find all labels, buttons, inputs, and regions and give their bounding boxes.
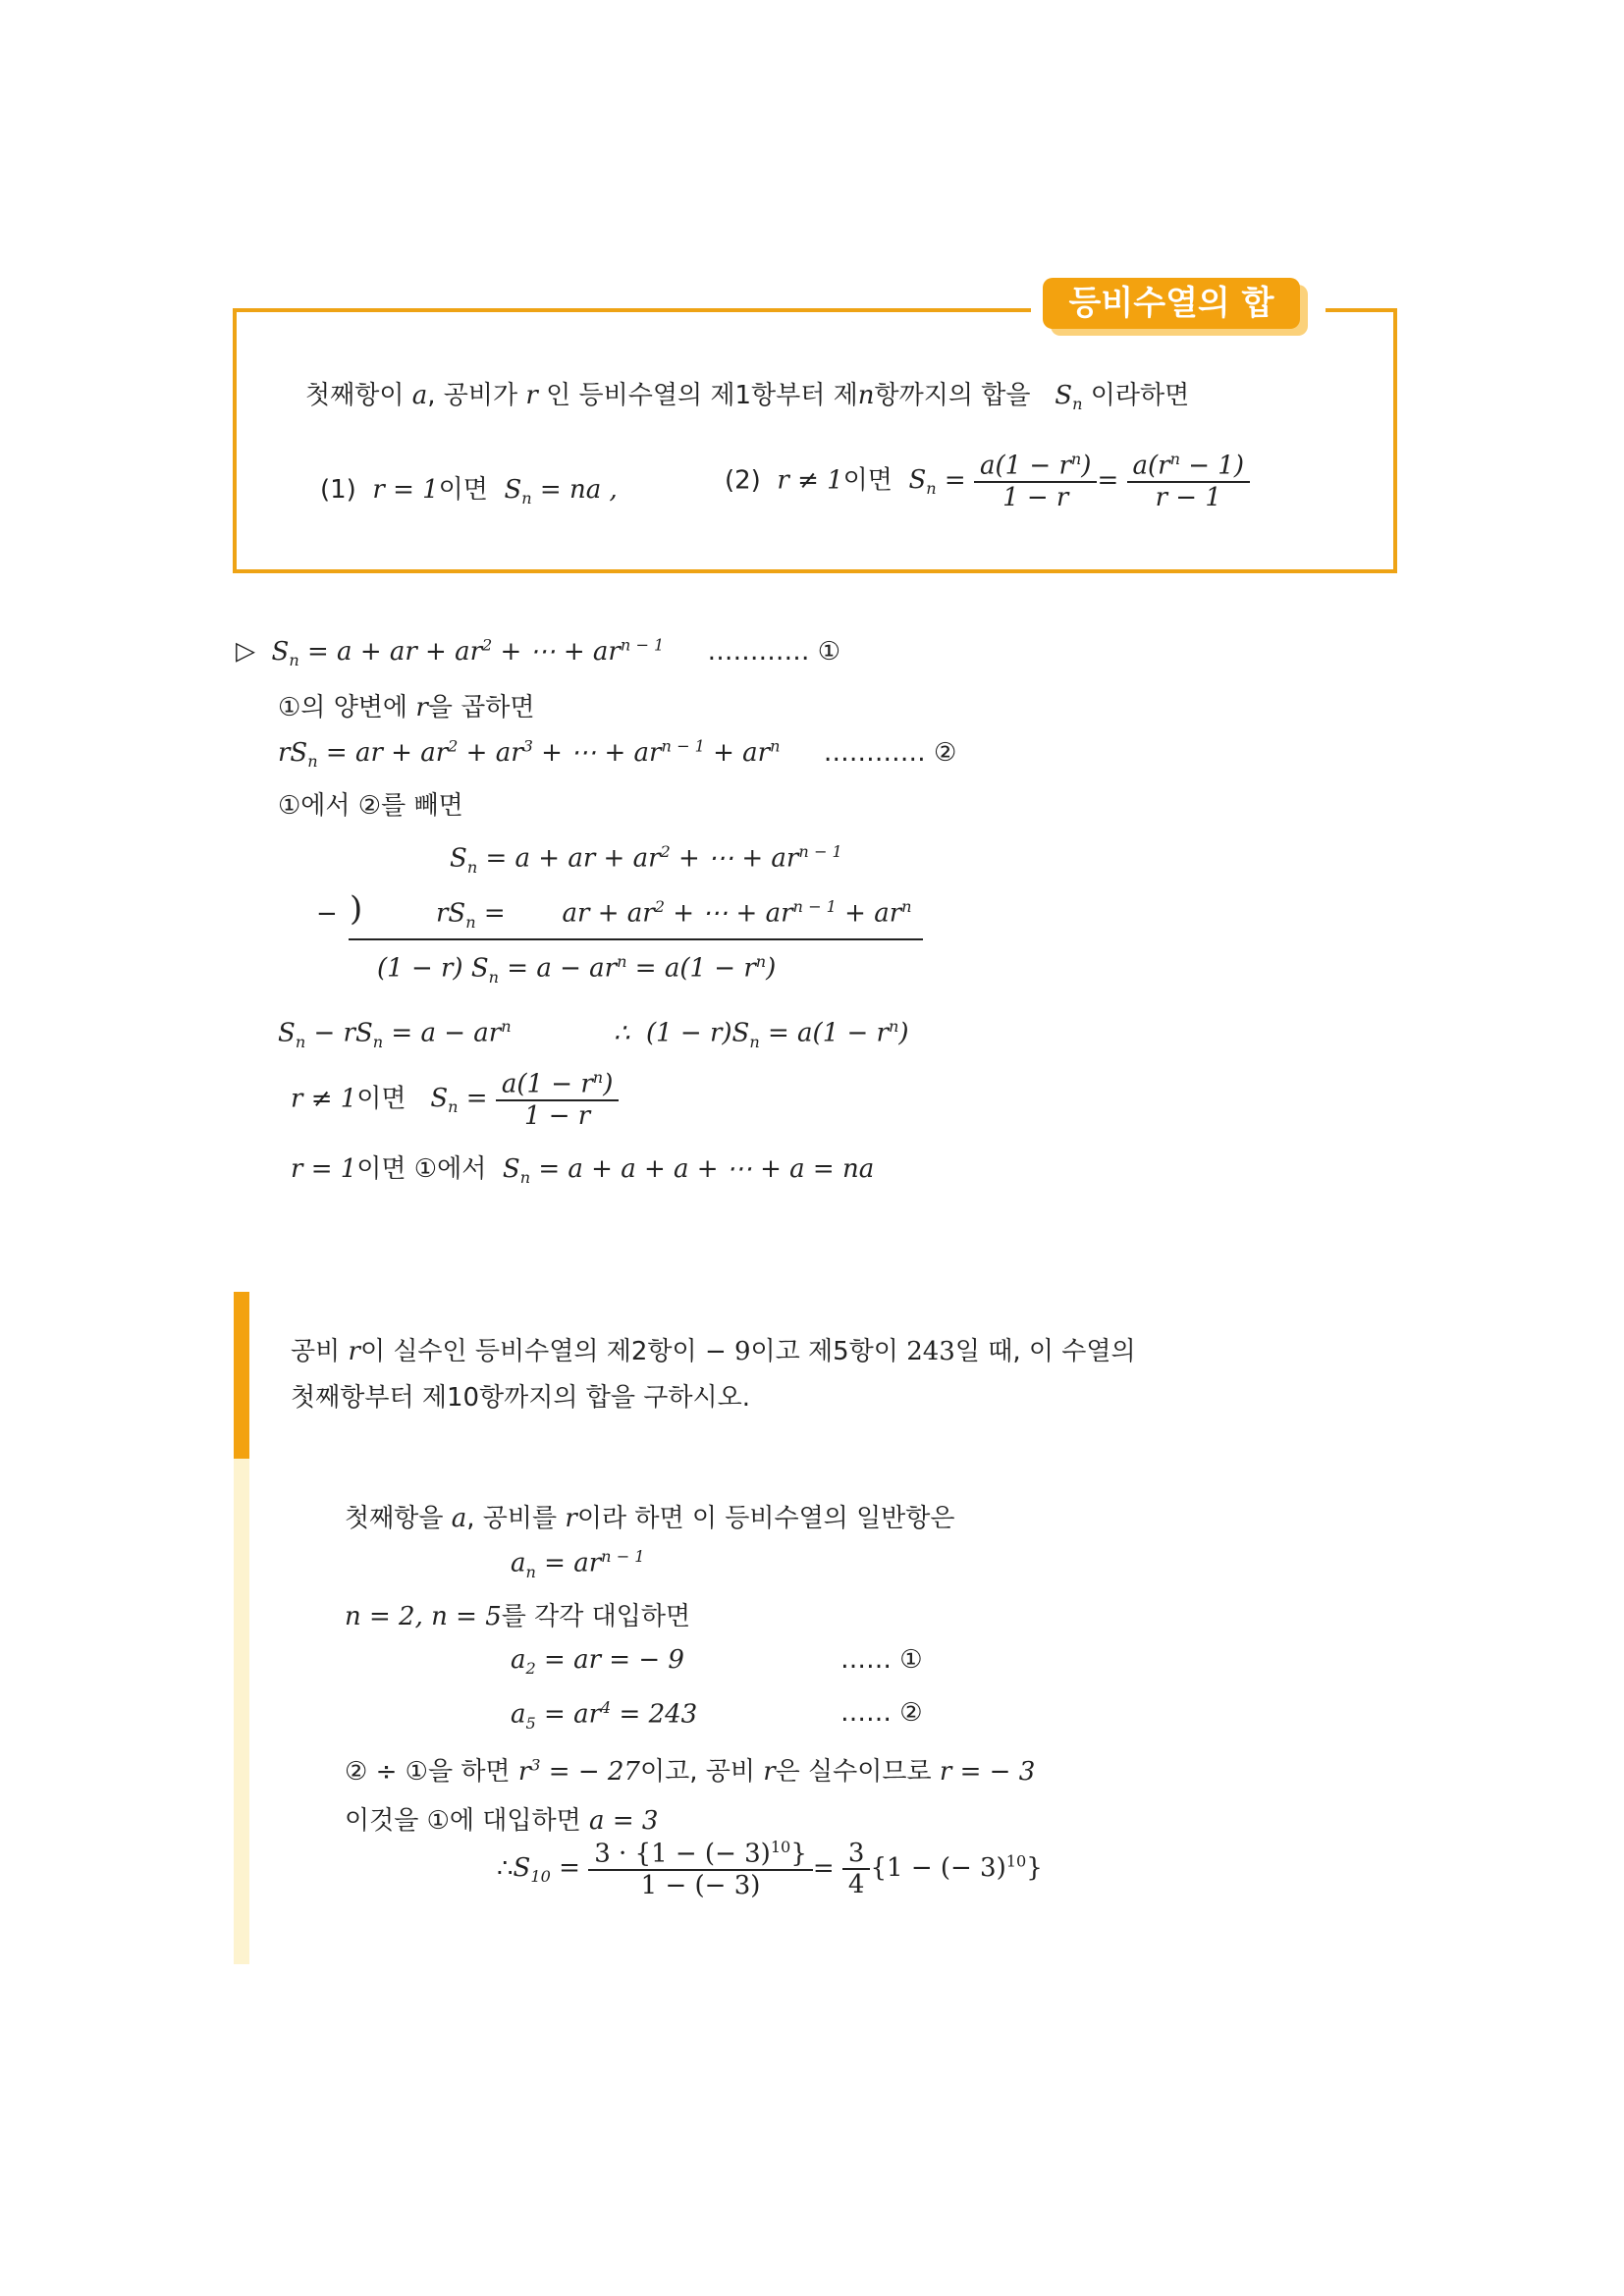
example-bar xyxy=(234,1292,249,1459)
subtraction-bottom: $rS_n$ = ar + $ar^2$ + ⋯ + $ar^{n - 1} + ar^n$ xyxy=(436,897,912,932)
proof-marker: ▷ xyxy=(236,636,255,667)
solution-line-1: 첫째항을 a, 공비를 r이라 하면 이 등비수열의 일반항은 xyxy=(345,1504,955,1533)
proof-line-1: ▷ $S_n = a$ + ar + $ar^2$ + ⋯ + $ar^{n - 1}$ ………… ① xyxy=(236,635,841,669)
fraction-1: $\frac{a(1 - r^n)}{1 - r}$ xyxy=(974,450,1097,512)
subtraction-line xyxy=(349,938,923,940)
fraction-5: $\frac{3}{4}$ xyxy=(842,1839,871,1899)
proof-line-7: r = 1이면 ①에서 $S_n = a + a + a$ + ⋯ + a = na xyxy=(291,1154,875,1188)
solution-line-7: 이것을 ①에 대입하면 a = 3 xyxy=(345,1806,659,1836)
problem-line-1: 공비 r이 실수인 등비수열의 제2항이 − 9이고 제5항이 243일 때, 이 수열의 xyxy=(291,1337,1136,1366)
minus-sign: − xyxy=(316,899,338,929)
fraction-4: $\frac{3 \cdot \{1 - (- 3)^{10}\}}{1 - (- 3)}$ xyxy=(588,1838,813,1900)
fraction-3: $\frac{a(1 - r^n)}{1 - r}$ xyxy=(496,1068,619,1131)
subtraction-top: $S_n = a$ + ar + $ar^2$ + ⋯ + $ar^{n - 1}$ xyxy=(450,842,842,877)
solution-line-8: $\therefore S_{10}$ = $\frac{3 \cdot \{1 - (- 3)^{10}\}}{1 - (- 3)}$ = $\frac{3}{4}$ {1 − (− 3)$^{10}$} xyxy=(497,1838,1043,1900)
tag-2: …… ② xyxy=(840,1698,923,1728)
subtraction-bracket: ) xyxy=(350,889,363,929)
definition-intro: 첫째항이 a, 공비가 r 인 등비수열의 제1항부터 제n항까지의 합을 $S_n$ 이라하면 xyxy=(305,381,1190,414)
solution-line-6: ② ÷ ①을 하면 $r^3$ = − 27이고, 공비 r은 실수이므로 r = − 3 xyxy=(345,1755,1036,1787)
definition-case-1: (1) r = 1이면 $S_n$ = na , xyxy=(320,475,618,508)
proof-line-4: ①에서 ②를 빼면 xyxy=(278,791,463,821)
definition-box xyxy=(233,308,1397,573)
proof-line-6: r ≠ 1이면 $S_n$ = $\frac{a(1 - r^n)}{1 - r}$ xyxy=(291,1068,619,1131)
proof-line-3: $rS_n$ = ar + $ar^2 + ar^3$ + ⋯ + $ar^{n - 1} + ar^n$ ………… ② xyxy=(278,736,957,771)
solution-line-5: $a_5 = ar^4 = 243$ xyxy=(511,1698,698,1733)
fraction-2: $\frac{a(r^n - 1)}{r - 1}$ xyxy=(1127,450,1250,512)
solution-bar xyxy=(234,1459,249,1964)
definition-case-2: (2) r ≠ 1이면 $S_n$ = $\frac{a(1 - r^n)}{1 - r}$ = $\frac{a(r^n - 1)}{r - 1}$ xyxy=(725,450,1250,512)
solution-line-4: $a_2$ = ar = − 9 xyxy=(511,1645,684,1679)
proof-line-5: $S_n - rS_n = a - ar^n$ ∴ $(1 - r)S_n = a(1 - r^n)$ xyxy=(278,1017,909,1051)
solution-line-3: n = 2, n = 5를 각각 대입하면 xyxy=(345,1602,691,1631)
section-title: 등비수열의 합 xyxy=(1043,278,1300,329)
tag-1: …… ① xyxy=(840,1645,923,1675)
solution-line-2: $a_n = ar^{n - 1}$ xyxy=(511,1547,645,1581)
subtraction-result: (1 − r) $S_n = a - ar^n = a(1 - r^n)$ xyxy=(377,952,777,987)
proof-line-2: ①의 양변에 r을 곱하면 xyxy=(278,693,535,722)
problem-line-2: 첫째항부터 제10항까지의 합을 구하시오. xyxy=(291,1383,750,1413)
